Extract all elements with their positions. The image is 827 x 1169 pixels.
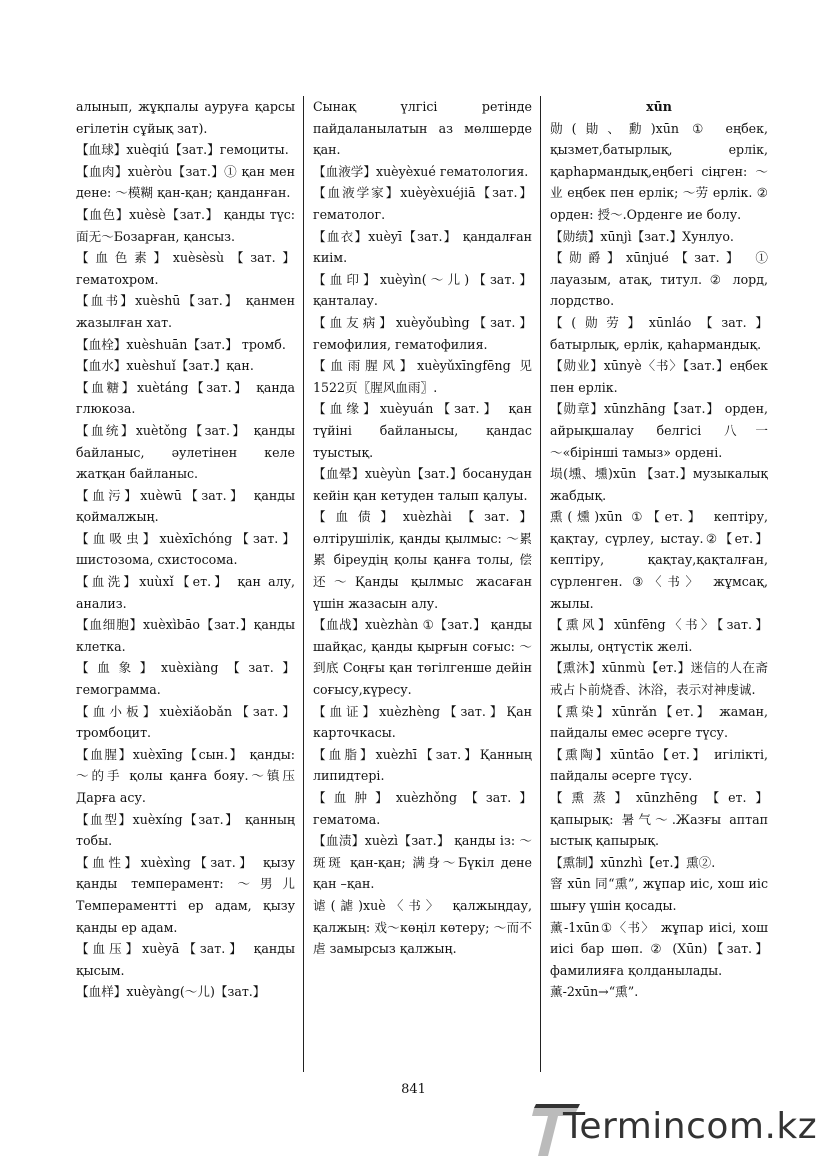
entry: 【血战】xuèzhàn ①【зат.】 қанды шайқас, қанды қырғын соғыс: ～到底 Соңғы қан төгілгенше дейін соғысу,күресу. [313, 617, 532, 698]
page-number: 841 [401, 1082, 426, 1097]
entry: 【血晕】xuèyùn【зат.】босанудан кейін қан кетуден талып қалуы. [313, 466, 532, 503]
column-2 [313, 96, 532, 1068]
section-heading: xūn [646, 99, 672, 114]
entry: 【血洗】xuùxǐ【ет.】 қан алу, анализ. [76, 574, 295, 611]
entry: 【血衣】xuèyī【зат.】 қандалған киім. [313, 228, 532, 266]
entry: 埙(壎、壎)xūn 【зат.】музыкалық жабдық. [550, 466, 768, 503]
entry: 【血污】xuèwū【зат.】 қанды қоймалжың. [76, 487, 295, 525]
entry: 窨 xūn 同“熏”, жұпар иіс, хош иіс шығу үшін қосады. [550, 876, 768, 913]
entry: 【血书】xuèshū【зат.】 қанмен жазылған хат. [76, 293, 295, 330]
column-divider [540, 96, 541, 1072]
entry: 【熏染】xūnrǎn【ет.】 жаман, пайдалы емес әсерге түсу. [550, 703, 768, 741]
entry: 【血水】xuèshuǐ【зат.】қан. [76, 358, 254, 374]
logo-wordmark: Termincom.kz [563, 1106, 818, 1147]
entry: 【血缘】xuèyuán【зат.】 қан түйіні байланысы, қандас туыстық. [313, 401, 532, 460]
entry: 【血友病】xuèyǒubìng【зат.】гемофилия, гематофилия. [313, 314, 532, 352]
entry: 【血肉】xuèròu【зат.】① қан мен дене: ～模糊 қан-қан; қанданған. [76, 163, 295, 201]
entry: 薰-2xūn→“熏”. [550, 984, 639, 1000]
entry: 熏(燻)xūn ①【ет.】 кептіру, қақтау, сүрлеу, ыстау.②【ет.】 кептіру, қақтау,қақталған, сүрленген. ③〈书〉 жұмсақ, жылы. [550, 509, 768, 611]
entry: 【血液学家】xuèyèxuéjiā【зат.】 гематолог. [313, 185, 532, 222]
entry: 【勋爵】xūnjué【зат.】 ① лауазым, атақ, титул. ② лорд, лордство. [550, 250, 768, 309]
column-3 [550, 96, 768, 1068]
entry: 【血细胞】xuèxìbāo【зат.】қанды клетка. [76, 617, 295, 654]
entry: 【血压】xuèyā【зат.】 қанды қысым. [76, 941, 295, 978]
entry: 【血印】xuèyìn(～儿)【зат.】қанталау. [313, 271, 532, 309]
entry: 【血吸虫】xuèxīchóng【зат.】шистозома, схистосома. [76, 530, 295, 568]
entry: 【熏陶】xūntāo【ет.】 игілікті, пайдалы әсерге түсу. [550, 746, 768, 784]
entry: 【血液学】xuèyèxué гематология. [313, 163, 529, 179]
entry: 【血型】xuèxíng【зат.】 қанның тобы. [76, 811, 295, 849]
entry: 【勋业】xūnyè〈书〉【зат.】еңбек пен ерлік. [550, 358, 768, 395]
entry: 【血脂】xuèzhī【зат.】Қанның липидтері. [313, 746, 532, 784]
entry: 【勋绩】xūnjì【зат.】Хунлуо. [550, 228, 734, 244]
entry: 【熏蒸】xūnzhēng【ет.】қапырық: 暑气～.Жазғы аптап ыстық қапырық. [550, 790, 768, 849]
entry: 【(勋劳】xūnláo【зат.】батырлық, ерлік, қаһармандық. [550, 314, 768, 352]
entry: 【血球】xuèqiú【зат.】гемоциты. [76, 142, 289, 158]
entry: 【血象】xuèxiàng【зат.】гемограмма. [76, 660, 295, 698]
entry: 【血色】xuèsè【зат.】 қанды түс: 面无～Бозарған, қансыз. [76, 206, 295, 244]
entry: 【血肿】xuèzhǒng【зат.】гематома. [313, 790, 532, 827]
entry: 薰-1xūn①〈书〉 жұпар иісі, хош иісі бар шөп. ② (Xūn)【зат.】фамилияға қолданылады. [550, 919, 768, 978]
entry: 【熏风】xūnfēng〈书〉【зат.】жылы, оңтүстік желі. [550, 617, 768, 654]
entry: 【血雨腥风】xuèyǔxīngfēng 见 1522页〖腥风血雨〗. [313, 358, 532, 395]
entry: 【血渍】xuèzì【зат.】 қанды із: ～斑斑 қан-қан; 满身～Бүкіл дене қан –қан. [313, 833, 532, 892]
entry: 【血证】xuèzhèng【зат.】Қан карточкасы. [313, 703, 532, 741]
entry: 【血糖】xuètáng【зат.】 қанда глюкоза. [76, 379, 295, 417]
entry: 【血统】xuètǒng【зат.】 қанды байланыс, әулетінен келе жатқан байланыс. [76, 422, 295, 482]
entry: 【熏沐】xūnmù【ет.】迷信的人在斋戒占卜前烧香、沐浴，表示对神虔诚. [550, 660, 768, 698]
column-1 [76, 96, 295, 1068]
termincom-logo [528, 1100, 818, 1160]
column-divider [303, 96, 304, 1072]
entry: 谑(謔)xuè〈书〉 қалжыңдау, қалжың: 戏～көңіл көтеру; ～而不虐 замырсыз қалжың. [313, 897, 532, 957]
entry: 【血债】xuèzhài【зат.】өлтірушілік, қанды қылмыс: ～累累 біреудің қолы қанға толы, 偿还～Қанды қылмыс жасаған үшін жазасын алу. [313, 509, 532, 611]
entry: 【血小板】xuèxiǎobǎn【зат.】тромбоцит. [76, 703, 295, 741]
entry: 【血栓】xuèshuān【зат.】 тромб. [76, 336, 286, 352]
entry: 【勋章】xūnzhāng【зат.】 орден, айрықшалау белгісі 八一～«бірінші тамыз» ордені. [550, 401, 768, 460]
entry: Сынақ үлгісі ретінде пайдаланылатын аз мөлшерде қан. [313, 99, 532, 158]
entry: алынып, жұқпалы ауруға қарсы егілетін сұйық зат). [76, 99, 295, 136]
entry: 【熏制】xūnzhì【ет.】熏②. [550, 854, 716, 870]
entry: 【血色素】xuèsèsù【зат.】гематохром. [76, 250, 295, 287]
entry: 【血性】xuèxìng【зат.】 қызу қанды темперамент: ～男儿 Темпераментті ер адам, қызу қанды ер адам. [76, 854, 295, 935]
entry: 【血样】xuèyàng(～儿)【зат.】 [76, 984, 266, 1000]
entry: 【血腥】xuèxīng【сын.】 қанды: ～的手 қолы қанға бояу.～镇压 Дарға асу. [76, 746, 295, 805]
entry: 勋(勛、勳)xūn ① еңбек, қызмет,батырлық, ерлік, қарһармандық,еңбегі сіңген: ～业 еңбек пен ерлік; ～劳 ерлік. ② орден: 授～.Орденге ие болу. [550, 120, 768, 222]
